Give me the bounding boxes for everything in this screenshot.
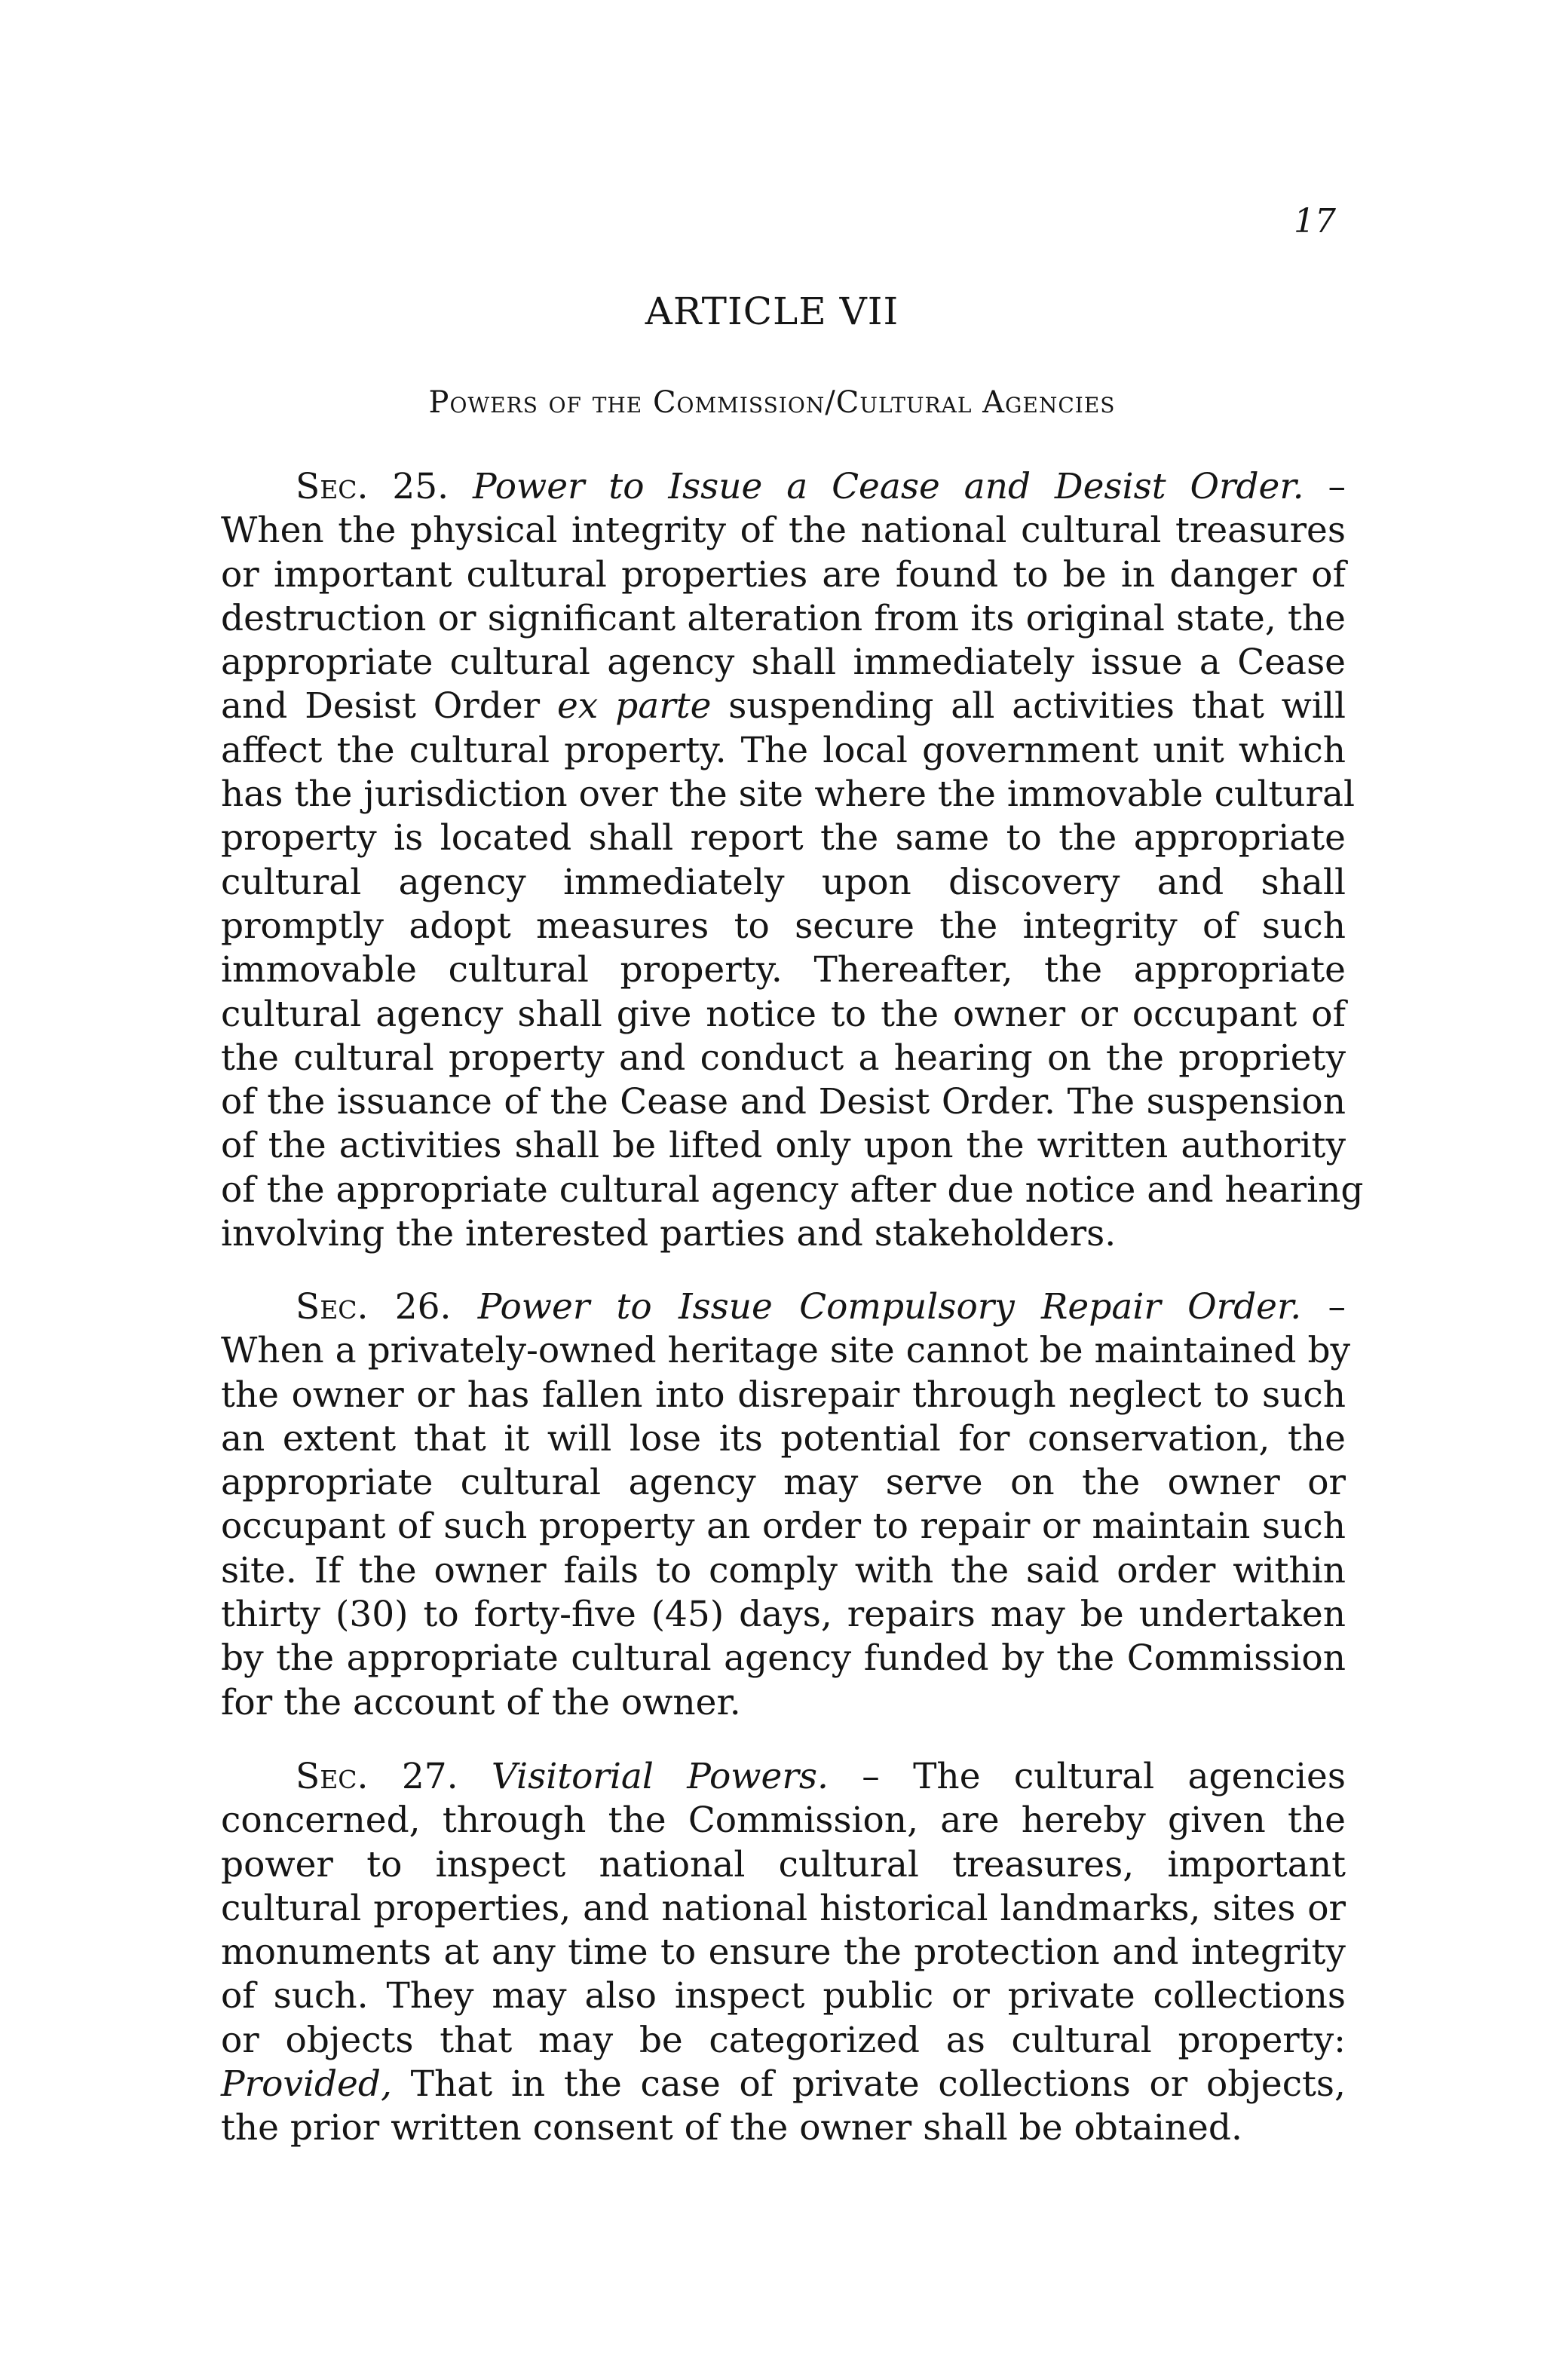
section-number: 27. — [401, 1756, 458, 1797]
section-number: 25. — [392, 466, 449, 507]
em-dash: – — [1328, 1286, 1346, 1328]
section-number: 26. — [394, 1286, 452, 1328]
text-line: cultural agency immediately upon discovery and shall — [221, 861, 1346, 903]
em-dash: – — [862, 1756, 880, 1797]
text-line: involving the interested parties and stakeholders. — [221, 1213, 1117, 1255]
page-number: 17 — [1294, 202, 1336, 240]
section-25-heading-line — [221, 465, 1346, 509]
text-line: site. If the owner fails to comply with the said order within — [221, 1549, 1346, 1591]
text-line: for the account of the owner. — [221, 1681, 741, 1723]
section-label: Sec. — [296, 466, 369, 507]
text-line: appropriate cultural agency shall immediately issue a Cease — [221, 642, 1346, 684]
text-line: the owner or has fallen into disrepair through neglect to such — [221, 1374, 1346, 1416]
em-dash: – — [1328, 466, 1346, 507]
text-line: When the physical integrity of the national cultural treasures — [221, 510, 1346, 552]
text-line-provided — [221, 2063, 1346, 2106]
text-line: of the activities shall be lifted only upon the written authority — [221, 1125, 1346, 1167]
section-label: Sec. — [296, 1756, 369, 1797]
text-fragment: The cultural agencies — [913, 1756, 1346, 1797]
text-line: or objects that may be categorized as cultural property: — [221, 2019, 1346, 2061]
section-26-heading-line — [221, 1285, 1346, 1329]
text-line: of such. They may also inspect public or private collections — [221, 1975, 1346, 2017]
section-label: Sec. — [296, 1286, 369, 1328]
text-fragment: That in the case of private collections or objects, — [410, 2063, 1346, 2106]
text-fragment: suspending all activities that will — [728, 685, 1346, 727]
text-line: promptly adopt measures to secure the integrity of such — [221, 905, 1346, 947]
text-line: the cultural property and conduct a hearing on the propriety — [221, 1037, 1346, 1079]
text-line: an extent that it will lose its potential for conservation, the — [221, 1417, 1346, 1460]
text-line: has the jurisdiction over the site where the immovable cultural — [221, 773, 1356, 816]
provided-term: Provided, — [221, 2063, 392, 2106]
section-title: Visitorial Powers. — [491, 1756, 829, 1797]
text-line: occupant of such property an order to repair or maintain such — [221, 1505, 1346, 1548]
ex-parte-term: ex parte — [556, 685, 712, 727]
text-line: concerned, through the Commission, are hereby given the — [221, 1800, 1346, 1842]
text-line: appropriate cultural agency may serve on the owner or — [221, 1462, 1346, 1504]
section-title: Power to Issue Compulsory Repair Order. — [477, 1286, 1302, 1328]
text-line: destruction or significant alteration from its original state, the — [221, 597, 1346, 639]
text-line: the prior written consent of the owner shall be obtained. — [221, 2107, 1242, 2149]
text-line: or important cultural properties are found to be in danger of — [221, 553, 1346, 596]
article-title: ARTICLE VII — [645, 289, 899, 333]
text-line: cultural agency shall give notice to the owner or occupant of — [221, 993, 1346, 1035]
section-title: Power to Issue a Cease and Desist Order. — [472, 466, 1304, 507]
text-line: affect the cultural property. The local government unit which — [221, 729, 1346, 771]
text-fragment: and Desist Order — [221, 685, 541, 727]
text-line-ex-parte — [221, 685, 1346, 728]
text-line: thirty (30) to forty-five (45) days, repairs may be undertaken — [221, 1594, 1346, 1636]
text-line: cultural properties, and national historical landmarks, sites or — [221, 1887, 1346, 1929]
text-line: immovable cultural property. Thereafter, the appropriate — [221, 949, 1346, 991]
section-25 — [221, 465, 1364, 1256]
text-line: monuments at any time to ensure the protection and integrity — [221, 1931, 1346, 1974]
text-line: When a privately-owned heritage site cannot be maintained by — [221, 1330, 1351, 1372]
section-26 — [221, 1285, 1351, 1725]
text-line: of the issuance of the Cease and Desist Order. The suspension — [221, 1081, 1346, 1123]
text-line: by the appropriate cultural agency funded by the Commission — [221, 1637, 1346, 1680]
text-line: power to inspect national cultural treasures, important — [221, 1843, 1346, 1885]
section-27-heading-line — [221, 1755, 1346, 1799]
article-subtitle: Powers of the Commission/Cultural Agencies — [428, 385, 1116, 420]
text-line: property is located shall report the same to the appropriate — [221, 817, 1346, 859]
section-27 — [221, 1755, 1346, 2151]
text-line: of the appropriate cultural agency after due notice and hearing — [221, 1169, 1364, 1211]
